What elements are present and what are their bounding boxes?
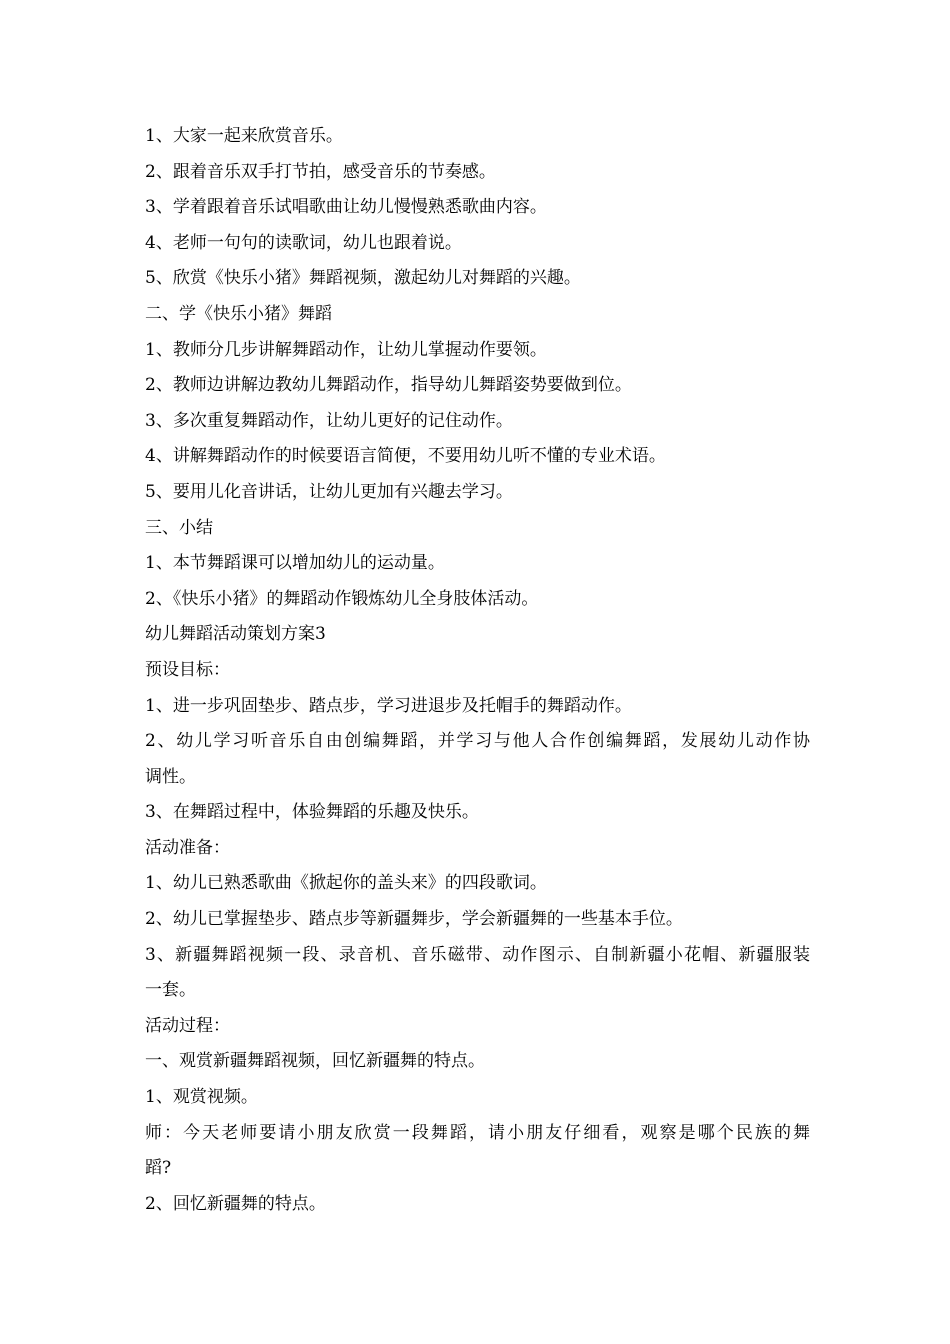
section-heading: 活动准备：: [145, 837, 230, 858]
section-heading: 二、学《快乐小猪》舞蹈: [145, 303, 332, 324]
text-line-continuation: 蹈?: [145, 1158, 172, 1179]
text-line: 1、幼儿已熟悉歌曲《掀起你的盖头来》的四段歌词。: [145, 873, 547, 894]
text-line: 1、进一步巩固垫步、踏点步，学习进退步及托帽手的舞蹈动作。: [145, 695, 632, 716]
text-line: 4、老师一句句的读歌词，幼儿也跟着说。: [145, 232, 462, 253]
text-line: 3、学着跟着音乐试唱歌曲让幼儿慢慢熟悉歌曲内容。: [145, 197, 547, 218]
text-line-wrapped: 师：今天老师要请小朋友欣赏一段舞蹈，请小朋友仔细看，观察是哪个民族的舞: [145, 1122, 810, 1143]
text-line: 1、教师分几步讲解舞蹈动作，让幼儿掌握动作要领。: [145, 339, 547, 360]
text-line: 2、幼儿已掌握垫步、踏点步等新疆舞步，学会新疆舞的一些基本手位。: [145, 909, 683, 930]
text-line: 4、讲解舞蹈动作的时候要语言简便，不要用幼儿听不懂的专业术语。: [145, 446, 666, 467]
text-line: 2、教师边讲解边教幼儿舞蹈动作，指导幼儿舞蹈姿势要做到位。: [145, 375, 632, 396]
text-line: 1、观赏视频。: [145, 1087, 258, 1108]
document-body: [145, 119, 810, 1222]
text-line: 5、要用儿化音讲话，让幼儿更加有兴趣去学习。: [145, 481, 513, 502]
text-line-continuation: 调性。: [145, 766, 196, 787]
section-heading: 一、观赏新疆舞蹈视频，回忆新疆舞的特点。: [145, 1051, 485, 1072]
section-heading: 三、小结: [145, 517, 213, 538]
text-line: 1、大家一起来欣赏音乐。: [145, 126, 343, 146]
text-line: 3、多次重复舞蹈动作，让幼儿更好的记住动作。: [145, 410, 513, 431]
text-line-wrapped: 2、幼儿学习听音乐自由创编舞蹈，并学习与他人合作创编舞蹈，发展幼儿动作协: [145, 731, 810, 752]
text-line: 1、本节舞蹈课可以增加幼儿的运动量。: [145, 553, 445, 574]
text-line: 3、在舞蹈过程中，体验舞蹈的乐趣及快乐。: [145, 802, 479, 823]
text-line-wrapped: 3、新疆舞蹈视频一段、录音机、音乐磁带、动作图示、自制新疆小花帽、新疆服装: [145, 944, 810, 965]
section-heading: 预设目标：: [145, 659, 230, 680]
text-line: 2、回忆新疆舞的特点。: [145, 1193, 326, 1214]
text-line: 5、欣赏《快乐小猪》舞蹈视频，激起幼儿对舞蹈的兴趣。: [145, 268, 581, 289]
document-title: 幼儿舞蹈活动策划方案3: [145, 624, 326, 645]
text-line: 2、《快乐小猪》的舞蹈动作锻炼幼儿全身肢体活动。: [145, 588, 539, 609]
section-heading: 活动过程：: [145, 1015, 230, 1036]
text-line: 2、跟着音乐双手打节拍，感受音乐的节奏感。: [145, 161, 496, 182]
text-line-continuation: 一套。: [145, 980, 196, 1001]
